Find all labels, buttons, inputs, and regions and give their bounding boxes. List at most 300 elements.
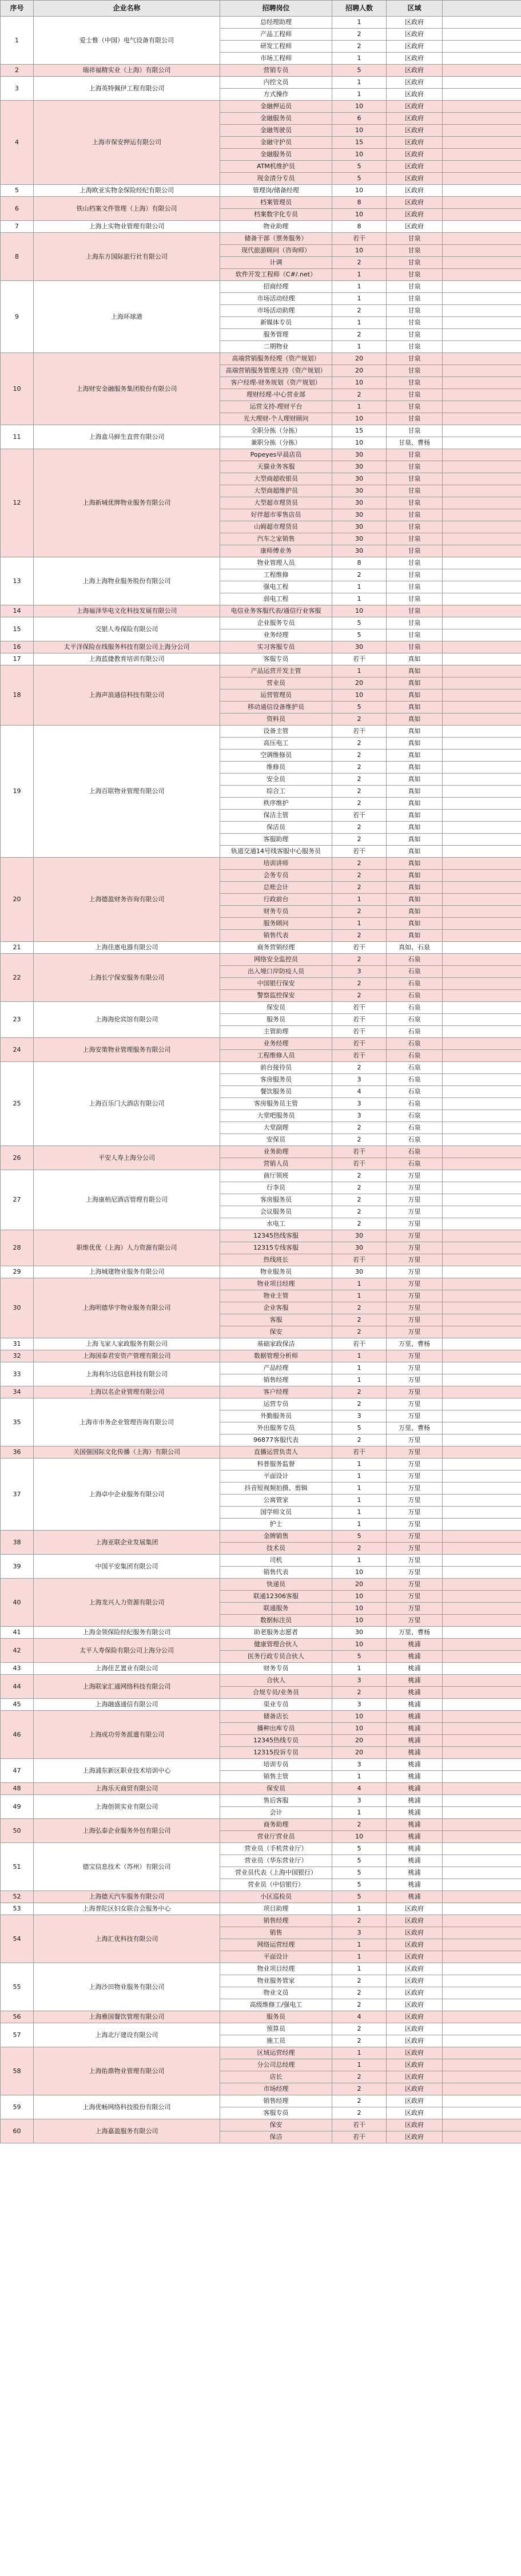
cell-count: 3 <box>332 1759 387 1771</box>
cell-post: 高端营销服务管理支持（资产规划） <box>220 365 332 377</box>
cell-post: 内控文员 <box>220 77 332 89</box>
cell-count: 4 <box>332 2011 387 2023</box>
cell-company: 上海利尔达信息科技有限公司 <box>34 1362 220 1386</box>
cell-blank <box>443 545 521 557</box>
cell-company: 上海汇优科技有限公司 <box>34 1915 220 1963</box>
cell-area: 真如 <box>387 810 443 822</box>
cell-count: 2 <box>332 1915 387 1927</box>
cell-area: 区政府 <box>387 2023 443 2035</box>
cell-area: 真如 <box>387 858 443 870</box>
cell-post: 金融服务员 <box>220 149 332 161</box>
cell-blank <box>443 1098 521 1110</box>
cell-area: 甘泉 <box>387 605 443 617</box>
cell-area: 区政府 <box>387 65 443 77</box>
cell-post: 运营管理员 <box>220 689 332 702</box>
cell-company: 上海国泰君安资产管理有限公司 <box>34 1350 220 1362</box>
cell-count: 1 <box>332 2059 387 2071</box>
cell-count: 2 <box>332 569 387 581</box>
cell-post: 小区巡检员 <box>220 1891 332 1903</box>
cell-area: 桃浦 <box>387 1843 443 1855</box>
cell-seq: 5 <box>1 185 34 197</box>
cell-count: 2 <box>332 1062 387 1074</box>
cell-count: 2 <box>332 2071 387 2083</box>
cell-blank <box>443 798 521 810</box>
cell-area: 石泉 <box>387 1038 443 1050</box>
cell-area: 真如、石泉 <box>387 942 443 954</box>
cell-count: 30 <box>332 1266 387 1278</box>
cell-area: 石泉 <box>387 1050 443 1062</box>
cell-blank <box>443 1519 521 1531</box>
cell-area: 区政府 <box>387 2119 443 2131</box>
cell-area: 区政府 <box>387 209 443 221</box>
cell-count: 2 <box>332 882 387 894</box>
cell-blank <box>443 1639 521 1651</box>
cell-area: 万里 <box>387 1362 443 1374</box>
cell-blank <box>443 1266 521 1278</box>
cell-area: 区政府 <box>387 185 443 197</box>
cell-post: 实习客服专员 <box>220 641 332 653</box>
cell-count: 1 <box>332 269 387 281</box>
cell-blank <box>443 1759 521 1771</box>
cell-post: 保洁员 <box>220 822 332 834</box>
cell-company: 上海优畅网络科技股份有限公司 <box>34 2095 220 2119</box>
cell-count: 5 <box>332 1855 387 1867</box>
cell-post: 店长 <box>220 2071 332 2083</box>
cell-seq: 42 <box>1 1639 34 1663</box>
cell-count: 10 <box>332 209 387 221</box>
cell-blank <box>443 1591 521 1603</box>
cell-blank <box>443 1386 521 1398</box>
cell-area: 甘泉 <box>387 353 443 365</box>
cell-seq: 21 <box>1 942 34 954</box>
cell-area: 万里 <box>387 1254 443 1266</box>
cell-count: 5 <box>332 1879 387 1891</box>
cell-count: 若干 <box>332 846 387 858</box>
cell-post: 销售经理 <box>220 2095 332 2107</box>
cell-area: 真如 <box>387 762 443 774</box>
cell-count: 1 <box>332 1771 387 1783</box>
cell-post: 大型超市理货员 <box>220 497 332 509</box>
cell-count: 2 <box>332 930 387 942</box>
cell-blank <box>443 774 521 786</box>
cell-seq: 43 <box>1 1663 34 1675</box>
cell-seq: 36 <box>1 1446 34 1459</box>
cell-area: 万里 <box>387 1507 443 1519</box>
cell-blank <box>443 918 521 930</box>
cell-area: 万里 <box>387 1242 443 1254</box>
cell-seq: 11 <box>1 425 34 449</box>
cell-area: 区政府 <box>387 1963 443 1975</box>
cell-blank <box>443 641 521 653</box>
cell-count: 30 <box>332 545 387 557</box>
cell-post: 产品经理 <box>220 1362 332 1374</box>
cell-count: 2 <box>332 1122 387 1134</box>
cell-company: 上海佑鼎物业管理有限公司 <box>34 2047 220 2095</box>
cell-post: 金融守护员 <box>220 137 332 149</box>
table-row <box>1 1663 521 1675</box>
cell-blank <box>443 966 521 978</box>
cell-count: 2 <box>332 1170 387 1182</box>
cell-seq: 53 <box>1 1903 34 1915</box>
table-row <box>1 1038 521 1050</box>
cell-post: 营业员 <box>220 677 332 689</box>
cell-blank <box>443 341 521 353</box>
cell-blank <box>443 1459 521 1471</box>
table-row <box>1 1675 521 1687</box>
cell-blank <box>443 1699 521 1711</box>
cell-post: 二期物业 <box>220 341 332 353</box>
cell-company: 上海明德华宇物业服务有限公司 <box>34 1278 220 1338</box>
cell-blank <box>443 125 521 137</box>
cell-blank <box>443 137 521 149</box>
cell-post: 储备店长 <box>220 1711 332 1723</box>
cell-area: 区政府 <box>387 149 443 161</box>
cell-company: 上海乐天商贸有限公司 <box>34 1783 220 1795</box>
cell-post: 公寓管家 <box>220 1495 332 1507</box>
cell-post: 安全员 <box>220 774 332 786</box>
cell-post: 警察监控保安 <box>220 990 332 1002</box>
cell-post: 服务管理 <box>220 329 332 341</box>
cell-area: 区政府 <box>387 29 443 41</box>
cell-area: 甘泉 <box>387 425 443 437</box>
cell-area: 区政府 <box>387 2011 443 2023</box>
cell-blank <box>443 1422 521 1434</box>
cell-area: 区政府 <box>387 2071 443 2083</box>
cell-area: 万里 <box>387 1374 443 1386</box>
cell-post: 客房服务员 <box>220 1194 332 1206</box>
cell-post: 餐饮服务员 <box>220 1086 332 1098</box>
cell-area: 真如 <box>387 677 443 689</box>
cell-count: 5 <box>332 1422 387 1434</box>
cell-blank <box>443 1410 521 1422</box>
cell-post: 市场活动助理 <box>220 305 332 317</box>
cell-area: 区政府 <box>387 2107 443 2119</box>
cell-post: 金融驾驶员 <box>220 125 332 137</box>
cell-count: 若干 <box>332 810 387 822</box>
table-row <box>1 1170 521 1182</box>
cell-area: 桃浦 <box>387 1879 443 1891</box>
cell-company: 交银人寿保险有限公司 <box>34 617 220 641</box>
cell-company: 上海东方国际旅行社有限公司 <box>34 233 220 281</box>
cell-seq: 19 <box>1 726 34 858</box>
cell-blank <box>443 882 521 894</box>
cell-blank <box>443 1963 521 1975</box>
cell-blank <box>443 1483 521 1495</box>
cell-count: 20 <box>332 353 387 365</box>
cell-blank <box>443 41 521 53</box>
cell-count: 10 <box>332 245 387 257</box>
cell-blank <box>443 1326 521 1338</box>
cell-count: 2 <box>332 2023 387 2035</box>
cell-seq: 1 <box>1 17 34 65</box>
cell-area: 真如 <box>387 702 443 714</box>
cell-blank <box>443 954 521 966</box>
cell-blank <box>443 930 521 942</box>
cell-post: 物业项目经理 <box>220 1963 332 1975</box>
cell-blank <box>443 942 521 954</box>
table-row <box>1 2119 521 2131</box>
cell-count: 2 <box>332 906 387 918</box>
header-seq: 序号 <box>1 1 34 17</box>
cell-count: 5 <box>332 1651 387 1663</box>
cell-count: 8 <box>332 197 387 209</box>
cell-blank <box>443 1819 521 1831</box>
cell-count: 20 <box>332 1579 387 1591</box>
cell-area: 区政府 <box>387 161 443 173</box>
cell-area: 桃浦 <box>387 1687 443 1699</box>
cell-post: 服务顾问 <box>220 918 332 930</box>
cell-company: 上海环球港 <box>34 281 220 353</box>
cell-count: 若干 <box>332 1002 387 1014</box>
cell-count: 30 <box>332 473 387 485</box>
cell-blank <box>443 1627 521 1639</box>
cell-blank <box>443 1783 521 1795</box>
cell-blank <box>443 1362 521 1374</box>
cell-blank <box>443 1831 521 1843</box>
cell-seq: 8 <box>1 233 34 281</box>
cell-blank <box>443 2131 521 2143</box>
cell-company: 上海北厅建设有限公司 <box>34 2023 220 2047</box>
cell-blank <box>443 521 521 533</box>
table-row <box>1 641 521 653</box>
cell-blank <box>443 677 521 689</box>
cell-count: 10 <box>332 1567 387 1579</box>
cell-count: 2 <box>332 2083 387 2095</box>
cell-area: 区政府 <box>387 2095 443 2107</box>
cell-seq: 25 <box>1 1062 34 1146</box>
cell-post: 运营专员 <box>220 1398 332 1410</box>
cell-count: 30 <box>332 533 387 545</box>
cell-blank <box>443 978 521 990</box>
cell-area: 桃浦 <box>387 1675 443 1687</box>
table-row <box>1 1362 521 1374</box>
cell-count: 2 <box>332 834 387 846</box>
cell-blank <box>443 1807 521 1819</box>
cell-count: 10 <box>332 1711 387 1723</box>
cell-post: 助老服务志愿者 <box>220 1627 332 1639</box>
cell-count: 1 <box>332 1939 387 1951</box>
table-row <box>1 1350 521 1362</box>
cell-blank <box>443 305 521 317</box>
cell-area: 真如 <box>387 870 443 882</box>
cell-company: 关国强国际文化传播（上海）有限公司 <box>34 1446 220 1459</box>
cell-area: 甘泉 <box>387 317 443 329</box>
cell-area: 甘泉 <box>387 257 443 269</box>
cell-seq: 54 <box>1 1915 34 1963</box>
cell-blank <box>443 1146 521 1158</box>
cell-blank <box>443 858 521 870</box>
cell-company: 上海城建物业服务有限公司 <box>34 1266 220 1278</box>
cell-count: 若干 <box>332 1338 387 1350</box>
cell-post: 营业员代表（上海中国银行） <box>220 1867 332 1879</box>
table-row <box>1 1783 521 1795</box>
cell-post: 金融押运员 <box>220 101 332 113</box>
cell-count: 1 <box>332 401 387 413</box>
cell-post: 营业厅营业员 <box>220 1831 332 1843</box>
cell-company: 上海弘泰企业服务外包有限公司 <box>34 1819 220 1843</box>
cell-seq: 9 <box>1 281 34 353</box>
cell-seq: 45 <box>1 1699 34 1711</box>
cell-company: 上海金领保险经纪服务有限公司 <box>34 1627 220 1639</box>
cell-post: 产品工程师 <box>220 29 332 41</box>
cell-count: 1 <box>332 1290 387 1302</box>
cell-blank <box>443 437 521 449</box>
cell-post: 维修员 <box>220 762 332 774</box>
cell-count: 若干 <box>332 1026 387 1038</box>
cell-count: 2 <box>332 1326 387 1338</box>
cell-post: 营业员（中信银行） <box>220 1879 332 1891</box>
cell-blank <box>443 485 521 497</box>
table-row <box>1 65 521 77</box>
cell-post: 抖音短视频拍摄、剪辑 <box>220 1483 332 1495</box>
cell-area: 甘泉 <box>387 305 443 317</box>
cell-area: 区政府 <box>387 1939 443 1951</box>
cell-post: 储备干部（票务服务） <box>220 233 332 245</box>
cell-area: 甘泉 <box>387 593 443 605</box>
cell-post: 客户经理-财务规划（资产规划） <box>220 377 332 389</box>
cell-company: 上海百乐门大酒店有限公司 <box>34 1062 220 1146</box>
cell-blank <box>443 846 521 858</box>
cell-count: 5 <box>332 1843 387 1855</box>
cell-area: 桃浦 <box>387 1747 443 1759</box>
cell-area: 桃浦 <box>387 1819 443 1831</box>
cell-count: 2 <box>332 858 387 870</box>
cell-count: 1 <box>332 281 387 293</box>
cell-post: 保洁 <box>220 2131 332 2143</box>
cell-count: 1 <box>332 89 387 101</box>
cell-area: 区政府 <box>387 137 443 149</box>
cell-post: 合规专员/业务员 <box>220 1687 332 1699</box>
cell-post: 网络安全监控员 <box>220 954 332 966</box>
cell-area: 真如 <box>387 798 443 810</box>
cell-company: 上海安策物业管理服务有限公司 <box>34 1038 220 1062</box>
cell-area: 甘泉、曹杨 <box>387 437 443 449</box>
cell-post: 合伙人 <box>220 1675 332 1687</box>
cell-count: 1 <box>332 317 387 329</box>
cell-area: 石泉 <box>387 954 443 966</box>
cell-seq: 57 <box>1 2023 34 2047</box>
cell-seq: 12 <box>1 449 34 557</box>
cell-post: 秩序维护 <box>220 798 332 810</box>
cell-blank <box>443 1471 521 1483</box>
cell-post: 销售经理 <box>220 1374 332 1386</box>
table-row <box>1 605 521 617</box>
cell-blank <box>443 1975 521 1987</box>
cell-blank <box>443 1158 521 1170</box>
cell-area: 真如 <box>387 846 443 858</box>
cell-seq: 58 <box>1 2047 34 2095</box>
cell-area: 甘泉 <box>387 569 443 581</box>
cell-area: 真如 <box>387 653 443 665</box>
cell-area: 桃浦 <box>387 1639 443 1651</box>
table-row <box>1 653 521 665</box>
cell-area: 桃浦 <box>387 1771 443 1783</box>
cell-blank <box>443 1050 521 1062</box>
cell-seq: 30 <box>1 1278 34 1338</box>
table-row <box>1 726 521 738</box>
cell-area: 区政府 <box>387 53 443 65</box>
table-row <box>1 1579 521 1591</box>
cell-company: 上海上实物业管理有限公司 <box>34 221 220 233</box>
cell-area: 甘泉 <box>387 449 443 461</box>
cell-seq: 28 <box>1 1230 34 1266</box>
cell-post: 强电工程 <box>220 581 332 593</box>
cell-count: 5 <box>332 65 387 77</box>
cell-seq: 48 <box>1 1783 34 1795</box>
cell-area: 万里 <box>387 1410 443 1422</box>
cell-area: 万里 <box>387 1603 443 1615</box>
table-row <box>1 1278 521 1290</box>
cell-count: 若干 <box>332 1038 387 1050</box>
cell-post: 数据标注员 <box>220 1615 332 1627</box>
cell-count: 15 <box>332 137 387 149</box>
cell-blank <box>443 605 521 617</box>
cell-area: 真如 <box>387 834 443 846</box>
table-body <box>1 17 521 2143</box>
cell-seq: 44 <box>1 1675 34 1699</box>
cell-post: 天猫业务客服 <box>220 461 332 473</box>
cell-blank <box>443 425 521 437</box>
cell-post: 护士 <box>220 1519 332 1531</box>
cell-area: 石泉 <box>387 1086 443 1098</box>
cell-count: 2 <box>332 2035 387 2047</box>
cell-blank <box>443 1579 521 1591</box>
cell-count: 30 <box>332 641 387 653</box>
cell-post: 直播运营负责人 <box>220 1446 332 1459</box>
cell-blank <box>443 1543 521 1555</box>
cell-count: 10 <box>332 689 387 702</box>
cell-post: Popeyes早晨店员 <box>220 449 332 461</box>
cell-blank <box>443 1507 521 1519</box>
cell-seq: 55 <box>1 1963 34 2011</box>
cell-post: 金牌销售 <box>220 1531 332 1543</box>
cell-post: 销售 <box>220 1927 332 1939</box>
table-row <box>1 557 521 569</box>
cell-blank <box>443 317 521 329</box>
cell-post: 物业服务员 <box>220 1266 332 1278</box>
cell-area: 真如 <box>387 930 443 942</box>
cell-post: 热线班长 <box>220 1254 332 1266</box>
cell-blank <box>443 221 521 233</box>
cell-count: 2 <box>332 954 387 966</box>
cell-count: 2 <box>332 978 387 990</box>
cell-count: 1 <box>332 17 387 29</box>
cell-area: 万里 <box>387 1459 443 1471</box>
cell-post: 技术员 <box>220 1543 332 1555</box>
cell-blank <box>443 1999 521 2011</box>
cell-area: 真如 <box>387 822 443 834</box>
cell-blank <box>443 894 521 906</box>
table-row <box>1 1386 521 1398</box>
cell-count: 30 <box>332 1242 387 1254</box>
cell-area: 石泉 <box>387 1134 443 1146</box>
cell-blank <box>443 2071 521 2083</box>
cell-count: 20 <box>332 677 387 689</box>
cell-count: 5 <box>332 1891 387 1903</box>
cell-blank <box>443 1134 521 1146</box>
cell-post: 健康管理合伙人 <box>220 1639 332 1651</box>
cell-post: 12315专线客服 <box>220 1242 332 1254</box>
cell-count: 10 <box>332 1603 387 1615</box>
table-row <box>1 665 521 677</box>
table-row <box>1 17 521 29</box>
cell-post: 总经理助理 <box>220 17 332 29</box>
table-row <box>1 1819 521 1831</box>
cell-blank <box>443 1915 521 1927</box>
cell-area: 万里 <box>387 1206 443 1218</box>
cell-blank <box>443 1855 521 1867</box>
cell-count: 10 <box>332 1723 387 1735</box>
